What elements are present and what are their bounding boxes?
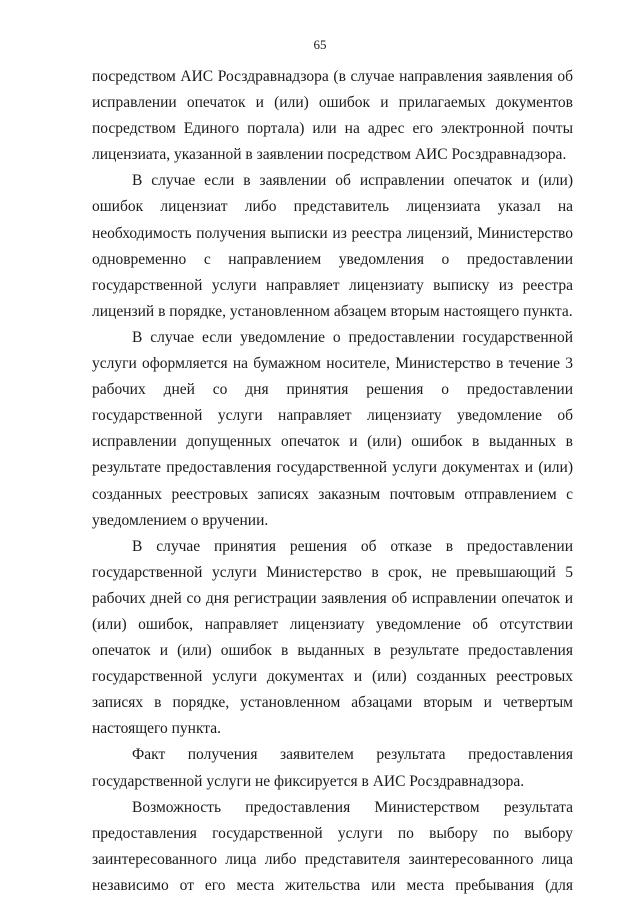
paragraph-extract-request: В случае если в заявлении об исправлении опечаток и (или) ошибок лицензиат либо представитель лицензиата указал на необходимость получения выписки из реестра лицензий, Министерство одновременно с направлением уведомления о предоставлении государственной услуги направляет лицензиату выписку из реестра лицензий в порядке, установленном абзацем вторым настоящего пункта.	[92, 172, 573, 320]
paragraph-refusal: В случае принятия решения об отказе в предоставлении государственной услуги Министерство в срок, не превышающий 5 рабочих дней со дня регистрации заявления об исправлении опечаток и (или) ошибок, направляет лицензиату уведомление об отсутствии опечаток и (или) ошибок в выданных в результате предоставления государственной услуги документах и (или) созданных реестровых записях в порядке, установленном абзацами вторым и четвертым настоящего пункта.	[92, 537, 573, 738]
paragraph-continued: посредством АИС Росздравнадзора (в случае направления заявления об исправлении опечаток и (или) ошибок и прилагаемых документов посредством Единого портала) или на адрес его электронной почты лицензиата, указанной в заявлении посредством АИС Росздравнадзора.	[92, 68, 573, 164]
page-number: 65	[313, 37, 327, 52]
paragraph-paper-notice: В случае если уведомление о предоставлении государственной услуги оформляется на бумажном носителе, Министерство в течение 3 рабочих дней со дня принятия решения о предоставлении государственной услуги направляет лицензиату уведомление об исправлении допущенных опечаток и (или) ошибок в выданных в результате предоставления государственной услуги документах и (или) созданных реестровых записях заказным почтовым отправлением с уведомлением о вручении.	[92, 328, 573, 529]
body-text	[92, 64, 573, 899]
paragraph-receipt-fact: Факт получения заявителем результата предоставления государственной услуги не фиксируется в АИС Росздравнадзора.	[92, 746, 573, 790]
paragraph-possibility: Возможность предоставления Министерством результата предоставления государственной услуги по выбору по выбору заинтересованного лица либо представителя заинтересованного лица независимо от его места жительства или места пребывания (для	[92, 798, 573, 894]
